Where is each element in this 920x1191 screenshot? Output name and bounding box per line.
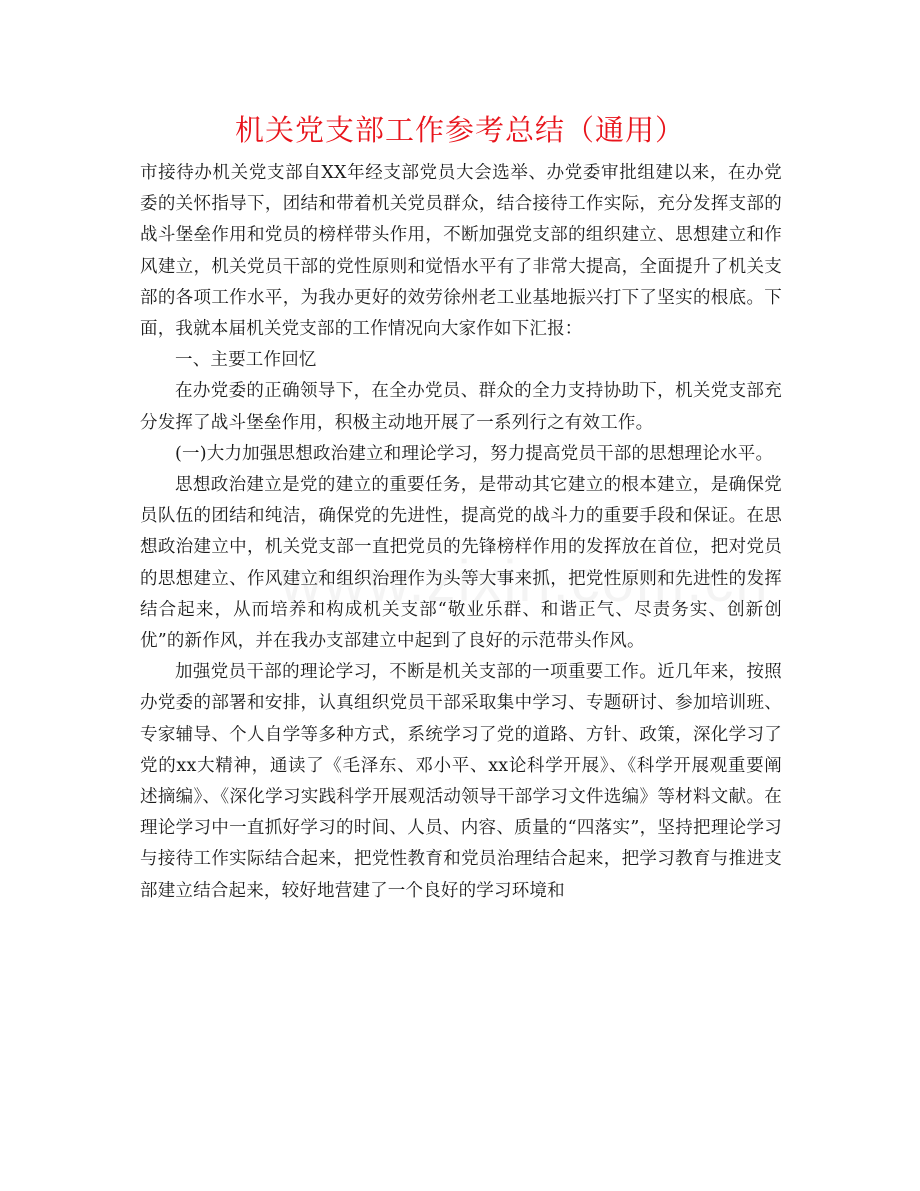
subsection-heading: (一)大力加强思想政治建立和理论学习，努力提高党员干部的思想理论水平。 [175,443,774,464]
paragraph: 加强党员干部的理论学习，不断是机关支部的一项重要工作。近几年来，按照办党委的部署和安排，认真组织党员干部采取集中学习、专题研讨、参加培训班、专家辅导、个人自学等多种方式，系统学习了党的道路、方针、政策，深化学习了党的xx大精神，通读了《毛泽东、邓小平、xx论科学开展》、《科学开展观重要阐述摘编》、《深化学习实践科学开展观活动领导干部学习文件选编》等材料文献。在理论学习中一直抓好学习的时间、人员、内容、质量的“四落实”，坚持把理论学习与接待工作实际结合起来，把党性教育和党员治理结合起来，把学习教育与推进支部建立结合起来，较好地营建了一个良好的学习环境和 [140,662,782,901]
document-title: 机关党支部工作参考总结（通用） [234,113,685,147]
paragraph-intro: 市接待办机关党支部自XX年经支部党员大会选举、办党委审批组建以来，在办党委的关怀指导下，团结和带着机关党员群众，结合接待工作实际，充分发挥支部的战斗堡垒作用和党员的榜样带头作用，不断加强党支部的组织建立、思想建立和作风建立，机关党员干部的党性原则和觉悟水平有了非常大提高，全面提升了机关支部的各项工作水平，为我办更好的效劳徐州老工业基地振兴打下了坚实的根底。下面，我就本届机关党支部的工作情况向大家作如下汇报： [140,163,782,340]
document-body [140,158,782,907]
section-heading: 一、主要工作回忆 [175,350,317,371]
paragraph: 在办党委的正确领导下，在全办党员、群众的全力支持协助下，机关党支部充分发挥了战斗堡垒作用，积极主动地开展了一系列行之有效工作。 [140,381,782,433]
paragraph: 思想政治建立是党的建立的重要任务，是带动其它建立的根本建立，是确保党员队伍的团结和纯洁，确保党的先进性，提高党的战斗力的重要手段和保证。在思想政治建立中，机关党支部一直把党员的先锋榜样作用的发挥放在首位，把对党员的思想建立、作风建立和组织治理作为头等大事来抓，把党性原则和先进性的发挥结合起来，从而培养和构成机关支部“敬业乐群、和谐正气、尽责务实、创新创优”的新作风，并在我办支部建立中起到了良好的示范带头作风。 [140,475,782,652]
